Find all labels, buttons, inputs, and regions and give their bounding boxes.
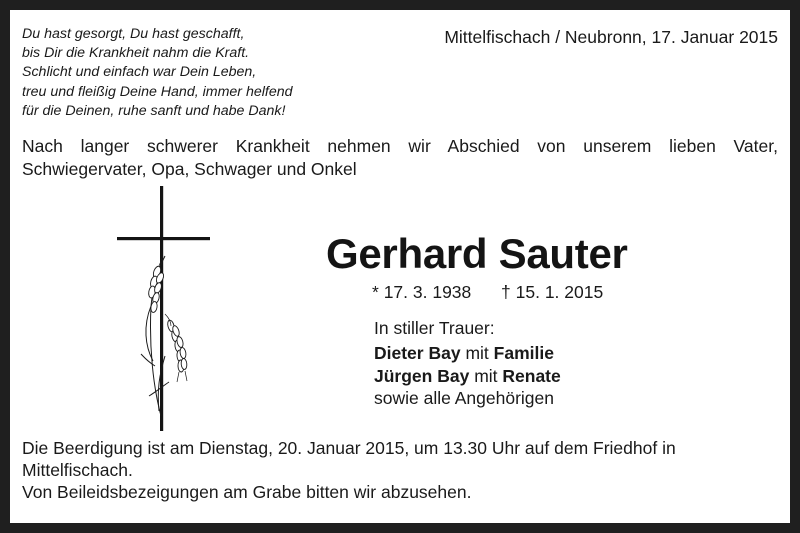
cross-with-wheat-icon — [113, 186, 213, 431]
mourner-family: Familie — [493, 343, 554, 364]
mourner-line: sowie alle Angehörigen — [374, 388, 554, 409]
mourners-heading: In stiller Trauer: — [374, 318, 495, 338]
mourner-line — [374, 365, 561, 387]
poem-line: für die Deinen, ruhe sanft und habe Dank! — [22, 102, 286, 119]
place-date-line: Mittelfischach / Neubronn, 17. Januar 2015 — [444, 27, 778, 47]
mourner-name: Jürgen Bay — [374, 365, 470, 386]
mourner-line — [374, 342, 561, 364]
deceased-name: Gerhard Sauter — [326, 230, 628, 277]
poem-line: Du hast gesorgt, Du hast geschafft, — [22, 26, 245, 42]
poem-line: Schlicht und einfach war Dein Leben, — [22, 64, 257, 81]
condolence-note: Von Beileidsbezeigungen am Grabe bitten wir abzusehen. — [22, 482, 472, 502]
mourner-connector: mit — [465, 343, 489, 364]
intro-text: Nach langer schwerer Krankheit nehmen wir Abschied von unserem lieben Vater, Schwiegervater, Opa, Schwager und Onkel — [22, 136, 778, 179]
memorial-poem — [22, 25, 293, 121]
mourners-block — [374, 317, 561, 410]
poem-line: treu und fleißig Deine Hand, immer helfend — [22, 83, 293, 100]
death-symbol: † — [501, 282, 511, 302]
death-date: 15. 1. 2015 — [515, 282, 604, 302]
funeral-info: Die Beerdigung ist am Dienstag, 20. Januar 2015, um 13.30 Uhr auf dem Friedhof in Mittelfischach. — [22, 438, 676, 480]
birth-date: 17. 3. 1938 — [383, 282, 472, 302]
mourner-name: Dieter Bay — [374, 343, 461, 364]
poem-line: bis Dir die Krankheit nahm die Kraft. — [22, 45, 250, 62]
birth-symbol: * — [372, 282, 379, 302]
life-dates — [372, 282, 603, 303]
mourner-family: Renate — [502, 365, 561, 386]
mourner-connector: mit — [474, 365, 498, 386]
